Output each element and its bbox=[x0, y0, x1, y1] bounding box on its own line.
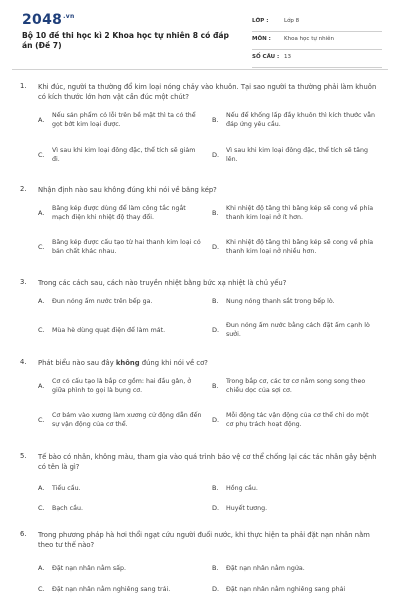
page-title: Bộ 10 đề thi học kì 2 Khoa học tự nhiên 8 có đáp án (Đề 7) bbox=[22, 31, 229, 50]
question-number: 1. bbox=[20, 82, 27, 90]
question-text: Khi đúc, người ta thường đổ kim loại nóng chảy vào khuôn. Tại sao người ta thường phải làm khuôn có kích thước lớn hơn vật cần đúc một chút? bbox=[38, 83, 377, 101]
question-number: 4. bbox=[20, 358, 27, 366]
meta-row-subject: MÔN : Khoa học tự nhiên bbox=[252, 32, 382, 50]
question-number: 2. bbox=[20, 185, 27, 193]
question-number: 5. bbox=[20, 452, 27, 460]
question-number: 3. bbox=[20, 278, 27, 286]
meta-row-count: SỐ CÂU : 13 bbox=[252, 50, 382, 68]
question-text: Tế bào có nhân, không màu, tham gia vào quá trình bảo vệ cơ thể chống lại các tác nhân gây bệnh có tên là gì? bbox=[38, 453, 377, 471]
question-text: Phát biểu nào sau đây không đúng khi nói về cơ? bbox=[38, 359, 208, 367]
header-divider bbox=[12, 69, 388, 70]
page-header bbox=[0, 0, 400, 66]
question-text: Nhận định nào sau không đúng khi nói về băng kép? bbox=[38, 186, 217, 194]
question-text: Trong các cách sau, cách nào truyền nhiệt bằng bức xạ nhiệt là chủ yếu? bbox=[38, 279, 287, 287]
meta-row-grade: LỚP : Lớp 8 bbox=[252, 14, 382, 32]
site-logo[interactable]: $2048^{.vn}$ bbox=[22, 12, 75, 28]
question-text: Trong phương pháp hà hơi thổi ngạt cứu người đuối nước, khi thực hiện ta phải đặt nạn nhân nằm theo tư thế nào? bbox=[38, 531, 370, 549]
meta-panel bbox=[252, 14, 382, 68]
question-number: 6. bbox=[20, 530, 27, 538]
